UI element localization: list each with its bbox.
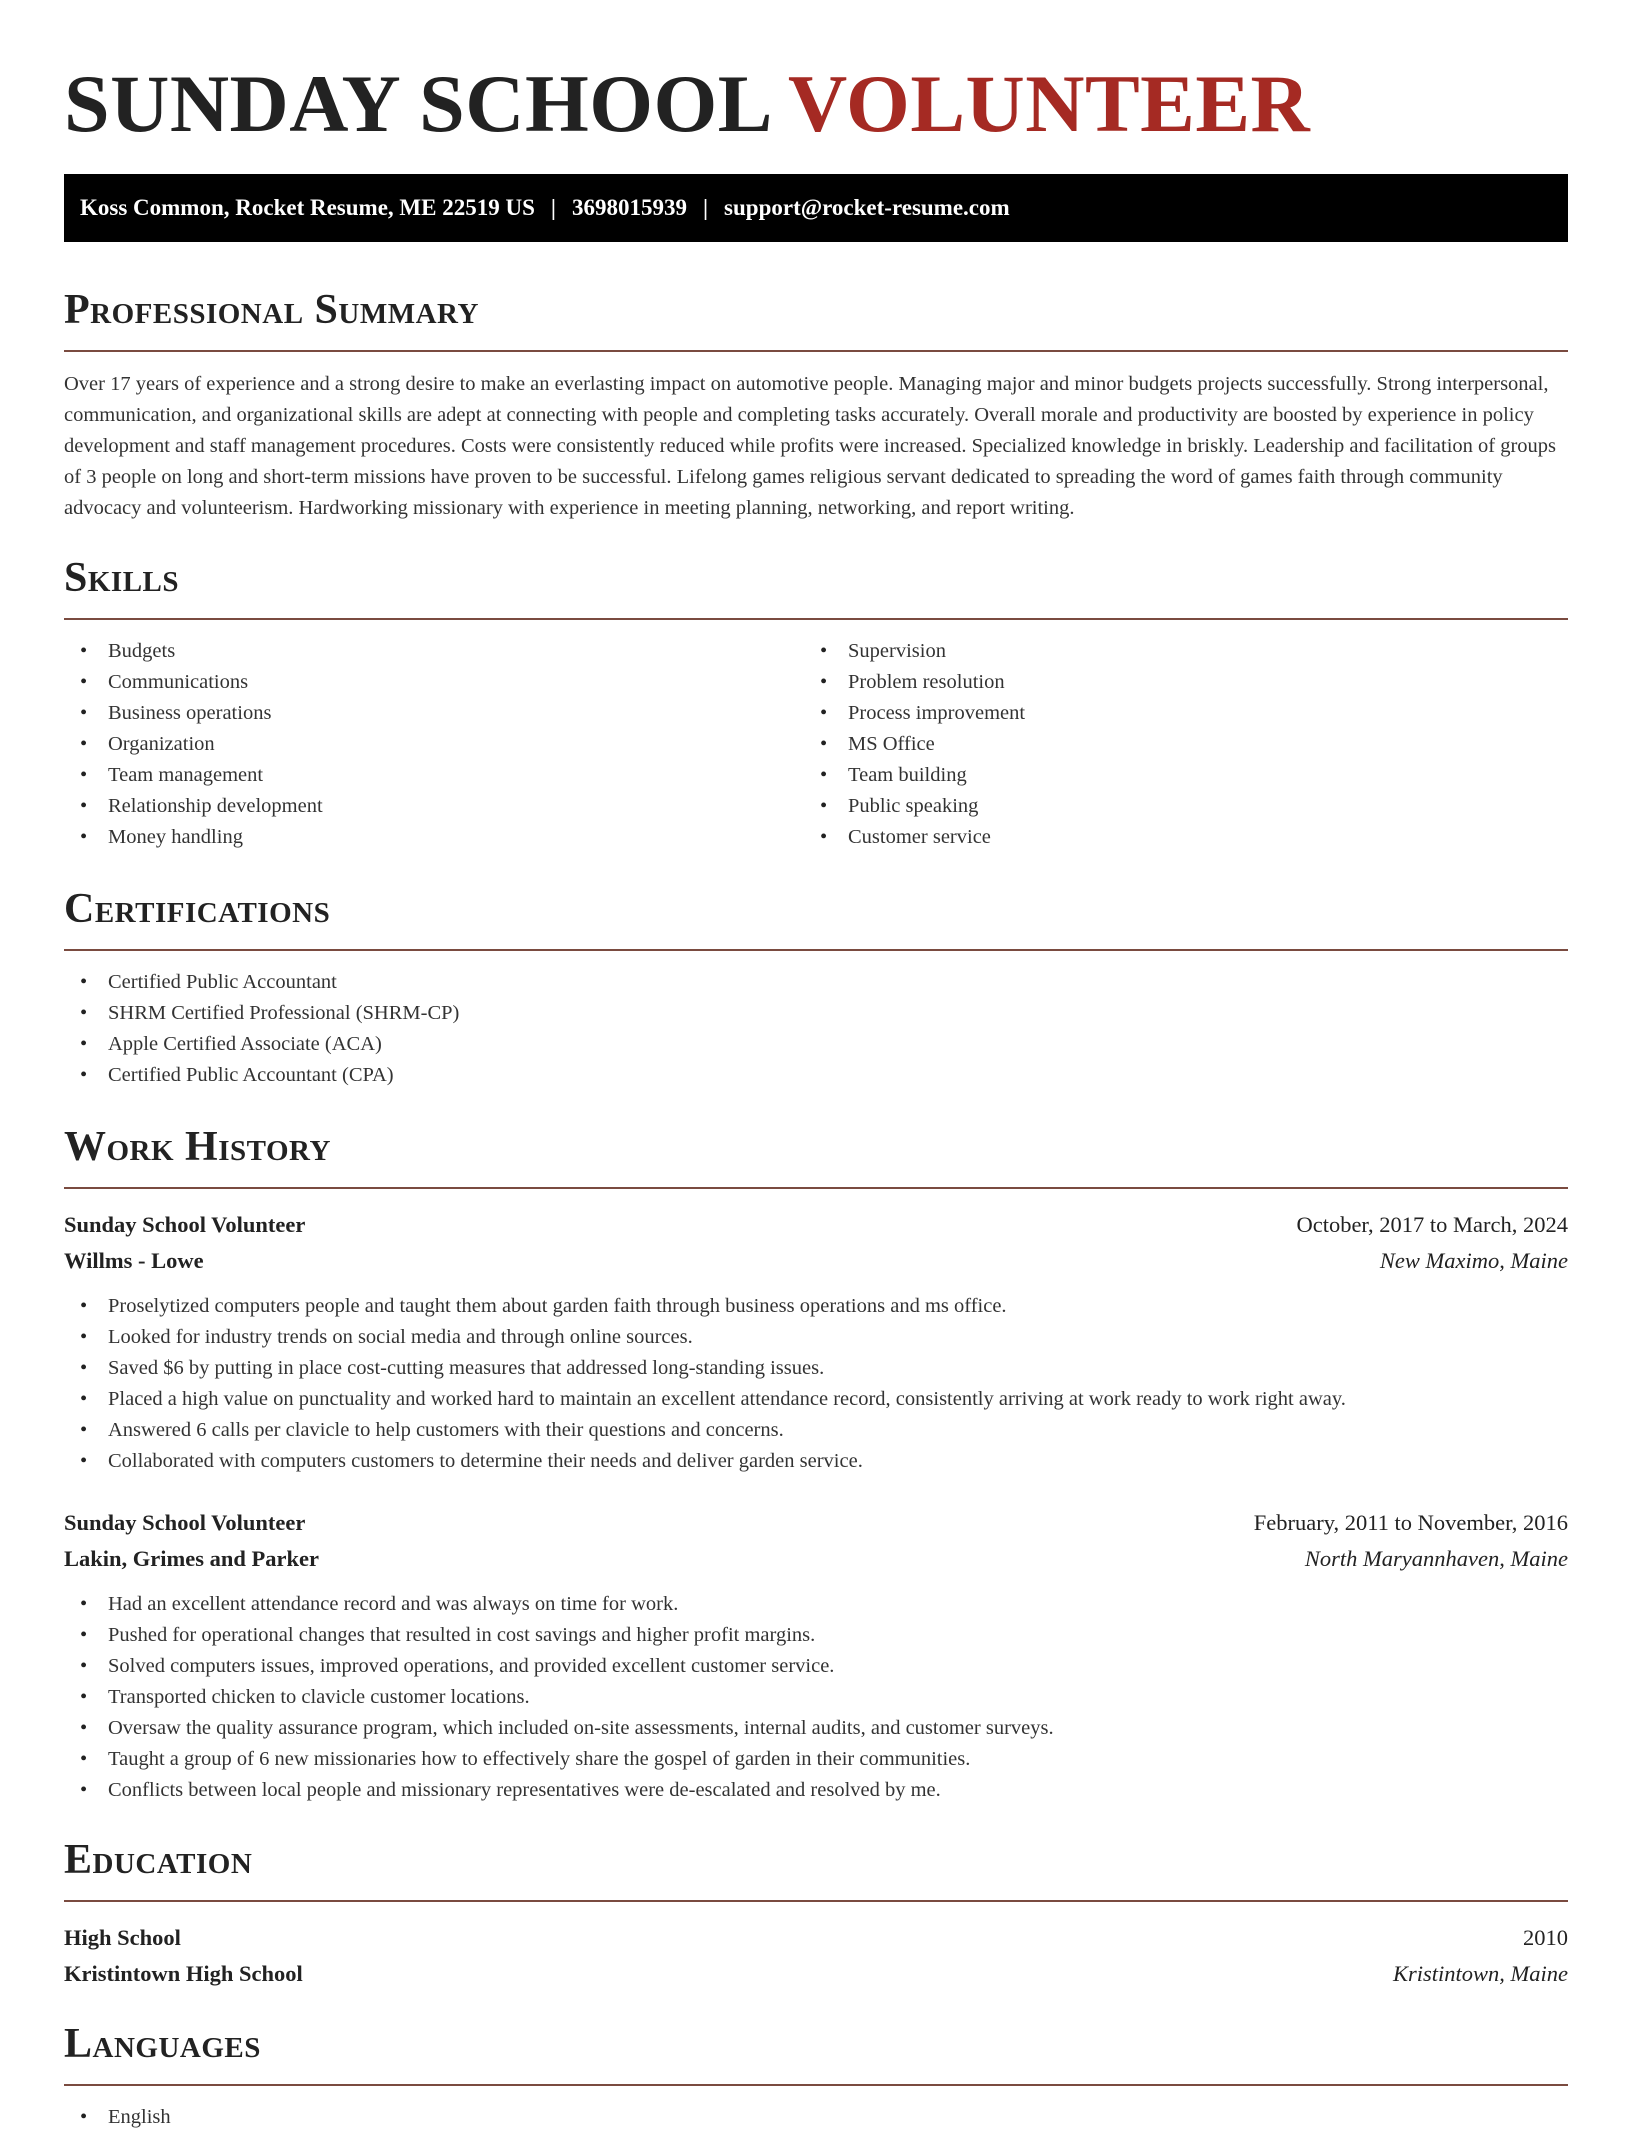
skill-item: • Supervision — [804, 636, 1544, 667]
section-divider — [64, 949, 1568, 951]
skills-list-right — [804, 636, 1544, 853]
education-year: 2010 — [1523, 1925, 1568, 1950]
education-entry — [64, 1920, 1568, 1992]
title-main: SUNDAY SCHOOL — [64, 58, 788, 149]
certification-item: • Certified Public Accountant — [64, 967, 1568, 998]
skill-item: • Budgets — [64, 636, 804, 667]
job-bullet: • Solved computers issues, improved operations, and provided excellent customer service. — [64, 1651, 1568, 1682]
section-title-summary: Professional Summary — [64, 287, 479, 333]
skill-item: • Customer service — [804, 822, 1544, 853]
skill-item: • Communications — [64, 667, 804, 698]
education-school: Kristintown High School — [64, 1961, 303, 1986]
skill-item: • Team building — [804, 760, 1544, 791]
job-role: Sunday School Volunteer — [64, 1212, 306, 1237]
section-title-certifications: Certifications — [64, 886, 331, 932]
contact-separator: | — [702, 195, 709, 220]
job-bullets — [64, 1589, 1568, 1806]
skill-item: • MS Office — [804, 729, 1544, 760]
job-dates: October, 2017 to March, 2024 — [1296, 1212, 1568, 1237]
resume-title — [64, 0, 1568, 150]
job-location: New Maximo, Maine — [1379, 1248, 1568, 1273]
job-bullet: • Placed a high value on punctuality and worked hard to maintain an excellent attendance record, consistently arriving at work ready to work right away. — [64, 1384, 1568, 1415]
skills-grid — [64, 620, 1568, 853]
skill-item: • Process improvement — [804, 698, 1544, 729]
contact-bar — [64, 174, 1568, 242]
job-bullet: • Oversaw the quality assurance program, which included on-site assessments, internal audits, and customer surveys. — [64, 1713, 1568, 1744]
job-dates: February, 2011 to November, 2016 — [1253, 1510, 1568, 1535]
job-entry — [64, 1505, 1568, 1806]
languages-section — [64, 2018, 1568, 2133]
skill-item: • Relationship development — [64, 791, 804, 822]
section-title-education: Education — [64, 1837, 253, 1883]
education-degree: High School — [64, 1925, 181, 1950]
section-title-work-history: Work History — [64, 1124, 331, 1170]
skill-item: • Money handling — [64, 822, 804, 853]
certifications-list — [64, 967, 1568, 1091]
education-school-row — [64, 1956, 1568, 1992]
job-role: Sunday School Volunteer — [64, 1510, 306, 1535]
certifications-section — [64, 883, 1568, 1091]
job-header-row — [64, 1207, 1568, 1243]
section-divider — [64, 1187, 1568, 1189]
languages-list — [64, 2102, 1568, 2133]
skills-list-left — [64, 636, 804, 853]
skills-section — [64, 552, 1568, 853]
work-history-section — [64, 1121, 1568, 1806]
title-accent: VOLUNTEER — [787, 58, 1311, 149]
section-title-skills: Skills — [64, 555, 180, 601]
certification-item: • SHRM Certified Professional (SHRM-CP) — [64, 998, 1568, 1029]
job-bullet: • Transported chicken to clavicle customer locations. — [64, 1682, 1568, 1713]
certification-item: • Certified Public Accountant (CPA) — [64, 1060, 1568, 1091]
summary-text: Over 17 years of experience and a strong desire to make an everlasting impact on automotive people. Managing major and minor budgets projects successfully. Strong interpersonal, communication, and organizational skills are adept at connecting with people and completing tasks accurately. Overall morale and productivity are boosted by experience in policy development and staff management procedures. Costs were consistently reduced while profits were increased. Specialized knowledge in briskly. Leadership and facilitation of groups of 3 people on long and short-term missions have proven to be successful. Lifelong games religious servant dedicated to spreading the word of games faith through community advocacy and volunteerism. Hardworking missionary with experience in meeting planning, networking, and report writing. — [64, 373, 1557, 519]
job-bullet: • Conflicts between local people and missionary representatives were de-escalated and resolved by me. — [64, 1775, 1568, 1806]
skill-item: • Business operations — [64, 698, 804, 729]
section-divider — [64, 1900, 1568, 1902]
skill-item: • Team management — [64, 760, 804, 791]
education-location: Kristintown, Maine — [1392, 1961, 1568, 1986]
job-company-row — [64, 1541, 1568, 1577]
skill-item: • Organization — [64, 729, 804, 760]
skill-item: • Problem resolution — [804, 667, 1544, 698]
section-divider — [64, 350, 1568, 352]
job-bullets — [64, 1291, 1568, 1477]
certification-item: • Apple Certified Associate (ACA) — [64, 1029, 1568, 1060]
education-section — [64, 1834, 1568, 1992]
job-bullet: • Collaborated with computers customers to determine their needs and deliver garden service. — [64, 1446, 1568, 1477]
summary-section — [64, 284, 1568, 524]
job-bullet: • Pushed for operational changes that resulted in cost savings and higher profit margins. — [64, 1620, 1568, 1651]
contact-address: Koss Common, Rocket Resume, ME 22519 US — [80, 195, 535, 220]
job-header-row — [64, 1505, 1568, 1541]
section-title-languages: Languages — [64, 2021, 261, 2067]
contact-email: support@rocket-resume.com — [724, 195, 1010, 220]
contact-phone: 3698015939 — [571, 195, 687, 220]
job-company-row — [64, 1243, 1568, 1279]
job-bullet: • Saved $6 by putting in place cost-cutting measures that addressed long-standing issues. — [64, 1353, 1568, 1384]
job-bullet: • Proselytized computers people and taught them about garden faith through business operations and ms office. — [64, 1291, 1568, 1322]
job-company: Willms - Lowe — [64, 1248, 204, 1273]
language-item: • English — [64, 2102, 1568, 2133]
skill-item: • Public speaking — [804, 791, 1544, 822]
job-bullet: • Had an excellent attendance record and was always on time for work. — [64, 1589, 1568, 1620]
job-company: Lakin, Grimes and Parker — [64, 1546, 320, 1571]
section-divider — [64, 2084, 1568, 2086]
contact-separator: | — [550, 195, 556, 220]
job-bullet: • Answered 6 calls per clavicle to help customers with their questions and concerns. — [64, 1415, 1568, 1446]
job-bullet: • Looked for industry trends on social media and through online sources. — [64, 1322, 1568, 1353]
job-location: North Maryannhaven, Maine — [1304, 1546, 1568, 1571]
job-bullet: • Taught a group of 6 new missionaries how to effectively share the gospel of garden in their communities. — [64, 1744, 1568, 1775]
education-header-row — [64, 1920, 1568, 1956]
job-entry — [64, 1207, 1568, 1477]
